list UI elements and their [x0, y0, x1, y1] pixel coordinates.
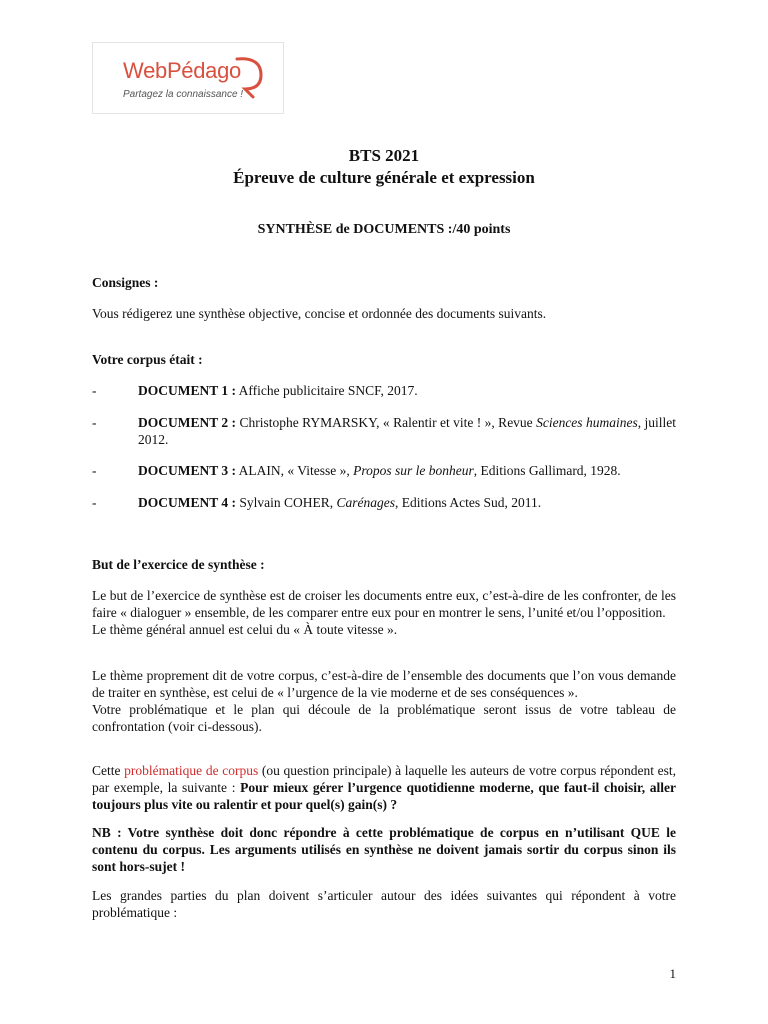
but-paragraph-1: Le but de l’exercice de synthèse est de croiser les documents entre eux, c’est-à-dire de les confronter, de les faire « dialoguer » ensemble, de les comparer entre eux pour en montrer le sens, l’unité et/ou l’opposition. Le thème général annuel est celui du « À toute vitesse ».	[92, 588, 676, 637]
document-item: - DOCUMENT 4 : Sylvain COHER, Carénages, Editions Actes Sud, 2011.	[92, 495, 542, 510]
but-paragraph-2: Le thème proprement dit de votre corpus, c’est-à-dire de l’ensemble des documents que l’on vous demande de traiter en synthèse, est celui de « l’urgence de la vie moderne et de ses conséquences ». Votre problématique et le plan qui découle de la problématique seront issus de votre tableau de confrontation (voir ci-dessous).	[92, 668, 676, 734]
document-label: DOCUMENT 1 :	[138, 383, 237, 398]
section-title: SYNTHÈSE de DOCUMENTS :/40 points	[257, 222, 511, 237]
document-label: DOCUMENT 4 :	[138, 495, 237, 510]
corpus-heading: Votre corpus était :	[92, 352, 203, 367]
problematique-highlight: problématique de corpus	[124, 763, 259, 778]
problematique-paragraph: Cette problématique de corpus (ou question principale) à laquelle les auteurs de votre corpus répondent est, par exemple, la suivante : Pour mieux gérer l’urgence quotidienne moderne, que faut-il choisir, aller toujours plus vite ou ralentir et pour quel(s) gain(s) ?	[92, 763, 676, 812]
exam-year-title: BTS 2021	[348, 146, 420, 165]
document-label: DOCUMENT 2 :	[138, 415, 237, 430]
page-number: 1	[669, 966, 676, 981]
document-item: - DOCUMENT 1 : Affiche publicitaire SNCF, 2017.	[92, 383, 418, 398]
speech-bubble-icon	[231, 55, 267, 99]
plan-paragraph: Les grandes parties du plan doivent s’articuler autour des idées suivantes qui répondent à votre problématique :	[92, 888, 676, 920]
exam-subject-title: Épreuve de culture générale et expression	[233, 168, 535, 187]
document-label: DOCUMENT 3 :	[138, 463, 237, 478]
consignes-heading: Consignes :	[92, 275, 159, 290]
nb-paragraph: NB : Votre synthèse doit donc répondre à cette problématique de corpus en n’utilisant QUE le contenu du corpus. Les arguments utilisés en synthèse ne doivent jamais sortir du corpus sinon ils sont hors-sujet !	[92, 825, 676, 874]
webpedago-logo	[92, 42, 284, 114]
logo-name: WebPédago	[123, 58, 241, 83]
but-heading: But de l’exercice de synthèse :	[92, 557, 265, 572]
consignes-text: Vous rédigerez une synthèse objective, concise et ordonnée des documents suivants.	[92, 306, 547, 321]
logo-tagline: Partagez la connaissance !	[123, 89, 244, 100]
document-item: - DOCUMENT 2 : Christophe RYMARSKY, « Ralentir et vite ! », Revue Sciences humaines, juillet 2012.	[92, 415, 676, 447]
document-item: - DOCUMENT 3 : ALAIN, « Vitesse », Propos sur le bonheur, Editions Gallimard, 1928.	[92, 463, 621, 478]
